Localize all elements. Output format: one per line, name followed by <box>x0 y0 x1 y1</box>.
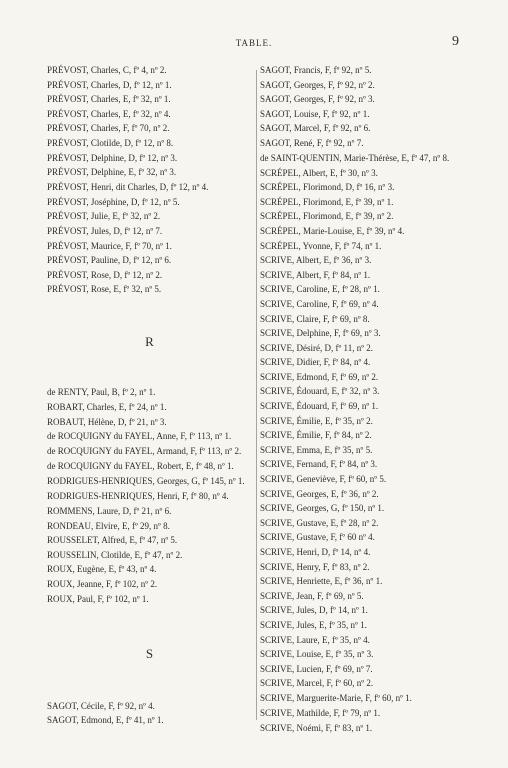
index-entry: SCRIVE, Fernand, F, fº 84, nº 3. <box>260 459 378 470</box>
index-entry: SCRIVE, Emma, E, fº 35, nº 5. <box>260 444 373 455</box>
index-entry: PRÉVOST, Julie, E, fº 32, nº 2. <box>47 211 161 222</box>
index-entry: SCRÉPEL, Yvonne, F, fº 74, nº 1. <box>260 240 382 251</box>
index-entry: RODRIGUES-HENRIQUES, Henri, F, fº 80, nº 4. <box>47 491 229 502</box>
page-number: 9 <box>452 34 459 49</box>
index-entry: PRÉVOST, Charles, C, fº 4, nº 2. <box>47 65 167 75</box>
index-entry: SCRIVE, Henriette, E, fº 36, nº 1. <box>260 576 383 587</box>
index-entry: SAGOT, Marcel, F, fº 92, nº 6. <box>260 123 371 134</box>
index-entry: SCRÉPEL, Florimond, E, fº 39, nº 1. <box>260 196 394 207</box>
index-entry: SCRIVE, Jules, E, fº 35, nº 1. <box>260 619 367 630</box>
index-entry: SCRIVE, Jean, F, fº 69, nº 5. <box>260 590 364 601</box>
index-entry: SCRIVE, Albert, F, fº 84, nº 1. <box>260 269 371 280</box>
index-entry: SCRIVE, Noémi, F, fº 83, nº 1. <box>260 722 373 733</box>
index-entry: SCRÉPEL, Marie-Louise, E, fº 39, nº 4. <box>260 225 405 236</box>
index-entry: SCRIVE, Gustave, E, fº 28, nº 2. <box>260 517 379 528</box>
index-entry: PRÉVOST, Henri, dit Charles, D, fº 12, nº 4. <box>47 181 209 192</box>
index-entry: ROBART, Charles, E, fº 24, nº 1. <box>47 401 167 412</box>
index-entry: PRÉVOST, Delphine, E, fº 32, nº 3. <box>47 167 177 178</box>
index-entry: SCRIVE, Claire, F, fº 69, nº 8. <box>260 313 370 324</box>
index-entry: SCRIVE, Émilie, E, fº 35, nº 2. <box>260 415 373 426</box>
index-entry: PRÉVOST, Joséphine, D, fº 12, nº 5. <box>47 196 180 207</box>
index-entry: SAGOT, Georges, F, fº 92, nº 3. <box>260 94 375 105</box>
index-entry: SCRÉPEL, Florimond, D, fº 16, nº 3. <box>260 182 395 193</box>
index-entry: de RENTY, Paul, B, fº 2, nº 1. <box>47 387 156 398</box>
index-entry: ROUX, Eugène, E, fº 43, nº 4. <box>47 564 157 575</box>
index-entry: SCRIVE, Didier, F, fº 84, nº 4. <box>260 357 371 368</box>
index-entry: SCRIVE, Georges, G, fº 150, nº 1. <box>260 503 385 514</box>
index-entry: PRÉVOST, Rose, E, fº 32, nº 5. <box>47 284 162 295</box>
index-entry: SCRIVE, Edmond, F, fº 69, nº 2. <box>260 371 379 382</box>
index-entry: SCRIVE, Henry, F, fº 83, nº 2. <box>260 561 370 572</box>
index-entry: SAGOT, René, F, fº 92, nº 7. <box>260 137 364 148</box>
index-entry: SCRIVE, Delphine, F, fº 69, nº 3. <box>260 328 381 339</box>
index-entry: SCRÉPEL, Albert, E, fº 30, nº 3. <box>260 167 378 178</box>
index-entry: SCRIVE, Albert, E, fº 36, nº 3. <box>260 255 372 266</box>
s-entries-left <box>47 700 252 728</box>
index-entry: SCRIVE, Marcel, F, fº 60, nº 2. <box>260 678 374 689</box>
prevost-entries <box>47 64 252 296</box>
index-entry: SCRIVE, Mathilde, F, fº 79, nº 1. <box>260 707 381 718</box>
index-entry: SCRIVE, Édouard, F, fº 69, nº 1. <box>260 401 379 412</box>
index-entry: ROUX, Jeanne, F, fº 102, nº 2. <box>47 579 158 590</box>
index-entry: de ROCQUIGNY du FAYEL, Robert, E, fº 48, nº 1. <box>47 461 234 472</box>
index-entry: ROUSSELIN, Clotilde, E, fº 47, nº 2. <box>47 549 183 560</box>
index-entry: PRÉVOST, Jules, D, fº 12, nº 7. <box>47 225 163 236</box>
index-entry: PRÉVOST, Clotilde, D, fº 12, nº 8. <box>47 137 174 148</box>
index-entry: SAGOT, Francis, F, fº 92, nº 5. <box>260 65 372 75</box>
index-entry: SCRIVE, Louise, E, fº 35, nº 3. <box>260 649 374 660</box>
index-entry: PRÉVOST, Charles, E, fº 32, nº 1. <box>47 94 171 105</box>
index-entry: SCRIVE, Geneviève, F, fº 60, nº 5. <box>260 474 387 485</box>
right-entries <box>260 64 485 735</box>
index-entry: SCRIVE, Lucien, F, fº 69, nº 7. <box>260 663 373 674</box>
index-entry: SAGOT, Georges, F, fº 92, nº 2. <box>260 79 375 90</box>
index-entry: SCRIVE, Désiré, D, fº 11, nº 2. <box>260 342 373 353</box>
index-entry: PRÉVOST, Rose, D, fº 12, nº 2. <box>47 269 163 280</box>
index-entry: PRÉVOST, Maurice, F, fº 70, nº 1. <box>47 240 172 251</box>
section-letter-r: R <box>145 334 154 350</box>
index-entry: RODRIGUES-HENRIQUES, Georges, G, fº 145, nº 1. <box>47 476 245 487</box>
index-entry: SAGOT, Cécile, F, fº 92, nº 4. <box>47 700 155 711</box>
r-entries <box>47 386 252 605</box>
index-entry: SCRIVE, Édouard, E, fº 32, nº 3. <box>260 386 380 397</box>
index-entry: ROUX, Paul, F, fº 102, nº 1. <box>47 593 149 604</box>
index-entry: SAGOT, Louise, F, fº 92, nº 1. <box>260 108 370 119</box>
index-entry: PRÉVOST, Delphine, D, fº 12, nº 3. <box>47 152 178 163</box>
index-entry: SAGOT, Edmond, E, fº 41, nº 1. <box>47 715 164 726</box>
index-entry: SCRIVE, Émilie, F, fº 84, nº 2. <box>260 430 372 441</box>
index-entry: SCRÉPEL, Florimond, E, fº 39, nº 2. <box>260 211 394 222</box>
index-entry: SCRIVE, Georges, E, fº 36, nº 2. <box>260 488 379 499</box>
index-entry: de SAINT-QUENTIN, Marie-Thérèse, E, fº 47, nº 8. <box>260 152 450 163</box>
index-entry: de ROCQUIGNY du FAYEL, Armand, F, fº 113, nº 2. <box>47 446 242 457</box>
index-entry: SCRIVE, Gustave, F, fº 60 nº 4. <box>260 532 375 543</box>
index-entry: ROUSSELET, Alfred, E, fº 47, nº 5. <box>47 535 178 546</box>
index-entry: PRÉVOST, Pauline, D, fº 12, nº 6. <box>47 255 172 266</box>
index-entry: PRÉVOST, Charles, F, fº 70, nº 2. <box>47 123 170 134</box>
index-entry: PRÉVOST, Charles, E, fº 32, nº 4. <box>47 108 171 119</box>
index-entry: SCRIVE, Caroline, E, fº 28, nº 1. <box>260 284 380 295</box>
index-entry: ROBAUT, Hélène, D, fº 21, nº 3. <box>47 416 167 427</box>
index-entry: SCRIVE, Laure, E, fº 35, nº 4. <box>260 634 370 645</box>
index-entry: SCRIVE, Jules, D, fº 14, nº 1. <box>260 605 368 616</box>
index-entry: ROMMENS, Laure, D, fº 21, nº 6. <box>47 506 172 517</box>
right-column <box>260 64 485 736</box>
page-title: TABLE. <box>235 38 273 48</box>
left-column <box>47 64 252 729</box>
index-entry: PRÉVOST, Charles, D, fº 12, nº 1. <box>47 79 172 90</box>
index-entry: RONDEAU, Elvire, E, fº 29, nº 8. <box>47 520 170 531</box>
index-entry: SCRIVE, Marguerite-Marie, F, fº 60, nº 1. <box>260 692 412 703</box>
index-entry: de ROCQUIGNY du FAYEL, Anne, F, fº 113, nº 1. <box>47 431 232 442</box>
column-divider <box>256 70 257 720</box>
index-entry: SCRIVE, Henri, D, fº 14, nº 4. <box>260 547 371 557</box>
index-entry: SCRIVE, Caroline, F, fº 69, nº 4. <box>260 298 379 309</box>
section-letter-s: S <box>145 645 154 661</box>
